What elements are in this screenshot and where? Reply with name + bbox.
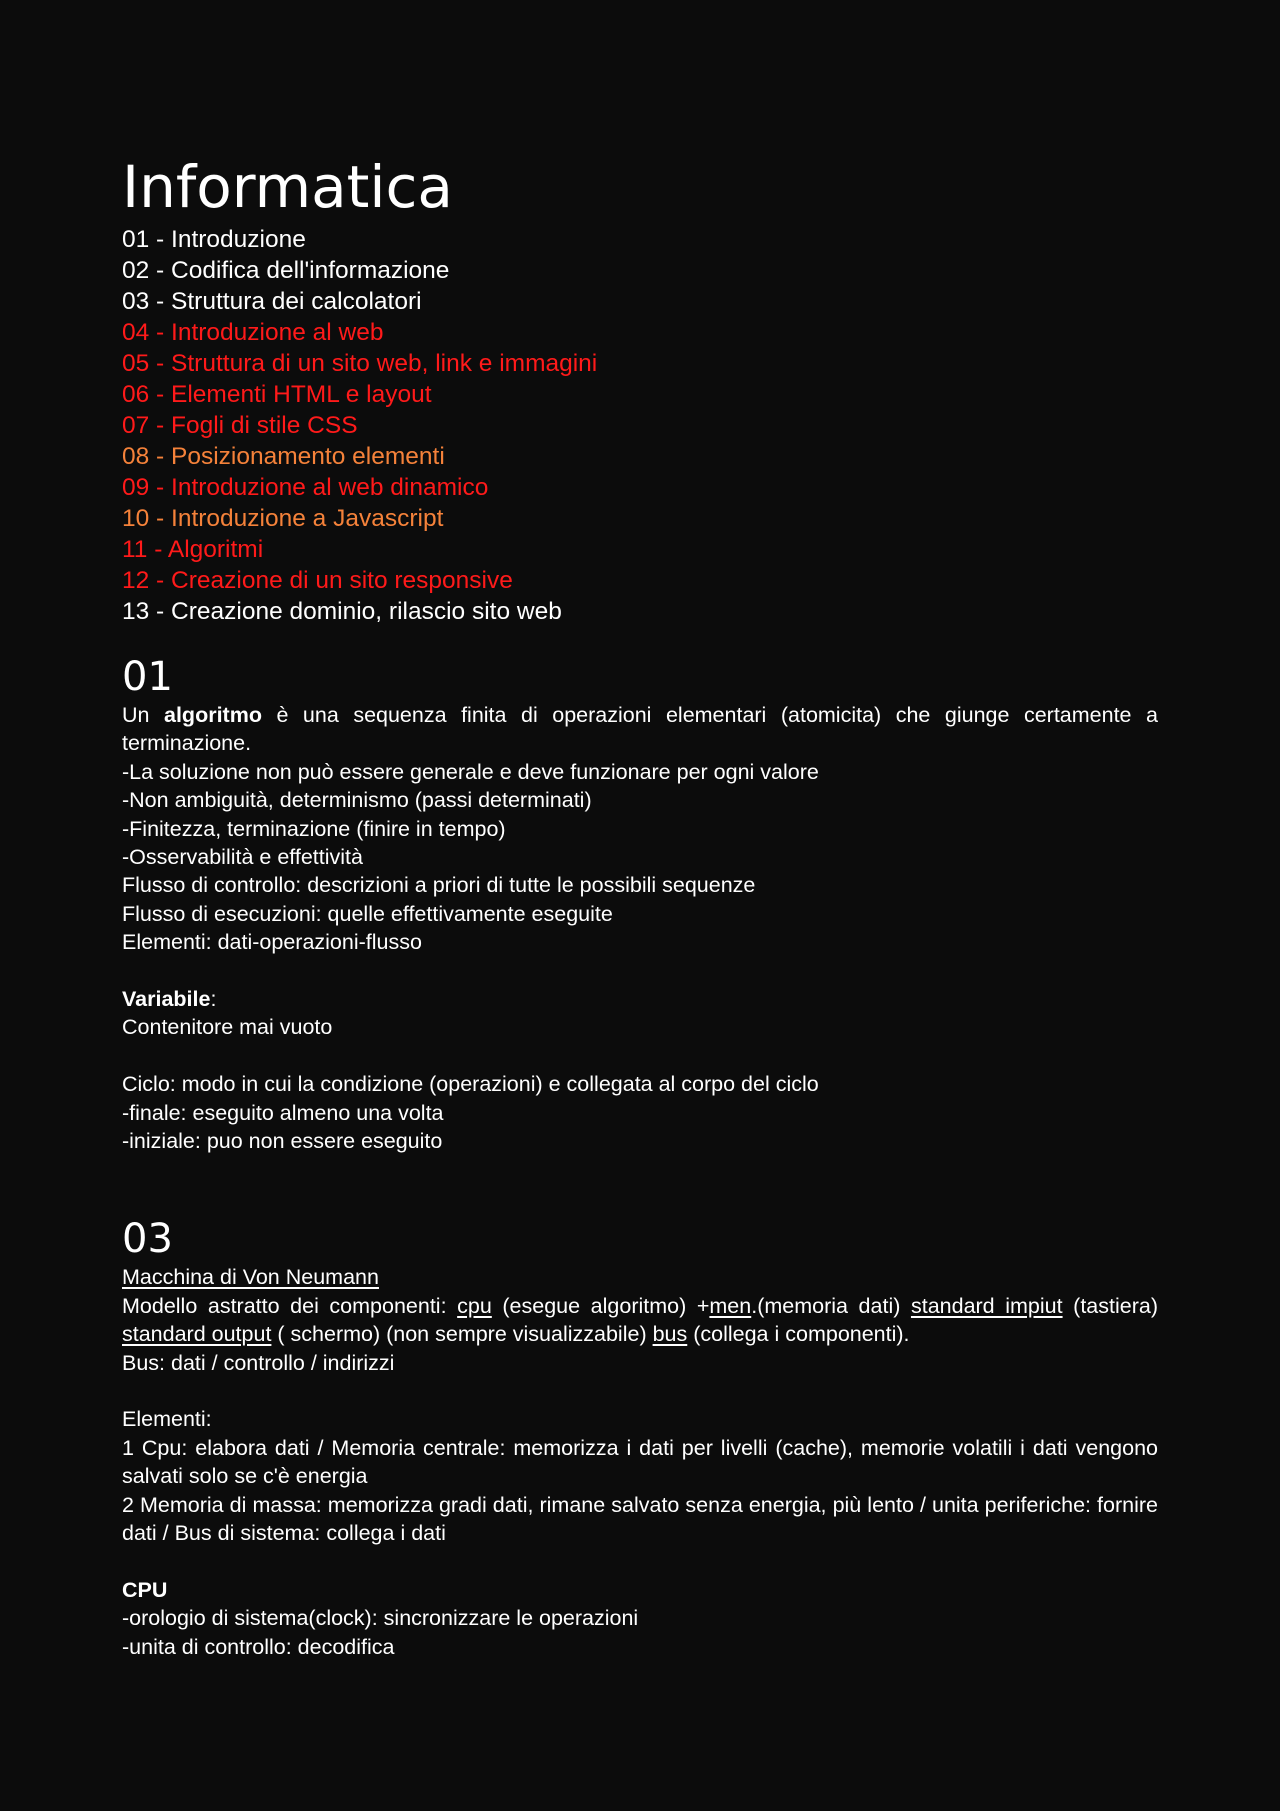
toc-item: 11 - Algoritmi	[122, 536, 264, 563]
body-line: -Osservabilità e effettività	[122, 845, 363, 870]
body-line: Ciclo: modo in cui la condizione (operazioni) e collegata al corpo del ciclo	[122, 1072, 819, 1097]
text-span: è una sequenza finita di operazioni elementari (atomicita) che giunge certamente a terminazione.	[122, 703, 1158, 756]
body-line: Elementi: dati-operazioni-flusso	[122, 930, 422, 955]
spacer	[122, 1548, 1158, 1576]
body-line: Elementi:	[122, 1407, 212, 1432]
section-03	[122, 1215, 1158, 1661]
toc-item: 08 - Posizionamento elementi	[122, 443, 445, 470]
section-body	[122, 701, 1158, 1155]
text-span: (tastiera)	[1062, 1293, 1158, 1318]
toc-item: 07 - Fogli di stile CSS	[122, 412, 358, 439]
underlined-term: bus	[652, 1322, 688, 1347]
body-line: Contenitore mai vuoto	[122, 1015, 333, 1040]
spacer	[122, 1042, 1158, 1070]
bold-term: Variabile	[122, 987, 211, 1012]
document-title: Informatica	[122, 153, 453, 221]
text-span: (collega i componenti).	[687, 1322, 910, 1347]
underlined-term: standard output	[122, 1322, 272, 1347]
section-subheading: Macchina di Von Neumann	[122, 1265, 379, 1290]
section-body	[122, 1263, 1158, 1661]
toc-item: 06 - Elementi HTML e layout	[122, 381, 432, 408]
spacer	[122, 1377, 1158, 1405]
toc-item: 09 - Introduzione al web dinamico	[122, 474, 489, 501]
spacer	[122, 957, 1158, 985]
body-line: -unita di controllo: decodifica	[122, 1634, 395, 1659]
body-line: -La soluzione non può essere generale e deve funzionare per ogni valore	[122, 759, 819, 784]
text-span: Modello astratto dei componenti:	[122, 1293, 458, 1318]
section-heading: 03	[122, 1216, 173, 1263]
body-paragraph: 1 Cpu: elabora dati / Memoria centrale: memorizza i dati per livelli (cache), memorie volatili i dati vengono salvati solo se c'è energia	[122, 1435, 1158, 1489]
toc-item: 13 - Creazione dominio, rilascio sito web	[122, 598, 562, 625]
algoritmo-definition	[122, 701, 1158, 758]
text-span: .(memoria dati)	[751, 1293, 911, 1318]
text-span: :	[210, 987, 217, 1012]
underlined-term: standard impiut	[910, 1293, 1063, 1318]
body-line: -orologio di sistema(clock): sincronizzare le operazioni	[122, 1606, 639, 1631]
underlined-term: cpu	[457, 1293, 492, 1318]
table-of-contents	[122, 224, 1158, 627]
body-line: -finale: eseguito almeno una volta	[122, 1100, 444, 1125]
section-01	[122, 653, 1158, 1155]
modello-paragraph	[122, 1292, 1158, 1349]
bold-term: algoritmo	[164, 703, 262, 727]
toc-item: 04 - Introduzione al web	[122, 319, 384, 346]
underlined-term: men	[709, 1293, 752, 1318]
toc-item: 02 - Codifica dell'informazione	[122, 257, 450, 284]
text-span: ( schermo) (non sempre visualizzabile)	[271, 1322, 653, 1347]
body-line: -iniziale: puo non essere eseguito	[122, 1129, 443, 1154]
cpu-heading	[122, 1576, 1158, 1604]
body-line: Flusso di esecuzioni: quelle effettivamente eseguite	[122, 901, 613, 926]
body-paragraph: 2 Memoria di massa: memorizza gradi dati, rimane salvato senza energia, più lento / unita periferiche: fornire dati / Bus di sistema: collega i dati	[122, 1492, 1158, 1546]
variabile-heading	[122, 985, 1158, 1013]
body-line: -Finitezza, terminazione (finire in tempo)	[122, 816, 506, 841]
toc-item: 05 - Struttura di un sito web, link e immagini	[122, 350, 598, 377]
text-span: (esegue algoritmo) +	[491, 1293, 710, 1318]
toc-item: 03 - Struttura dei calcolatori	[122, 288, 422, 315]
body-line: Flusso di controllo: descrizioni a priori di tutte le possibili sequenze	[122, 873, 756, 898]
body-line: Bus: dati / controllo / indirizzi	[122, 1350, 395, 1375]
section-heading: 01	[122, 654, 173, 700]
text-span: Un	[122, 703, 164, 727]
toc-item: 01 - Introduzione	[122, 226, 306, 253]
toc-item: 10 - Introduzione a Javascript	[122, 505, 444, 532]
body-line: -Non ambiguità, determinismo (passi determinati)	[122, 788, 592, 813]
bold-term: CPU	[122, 1577, 168, 1602]
toc-item: 12 - Creazione di un sito responsive	[122, 567, 513, 594]
